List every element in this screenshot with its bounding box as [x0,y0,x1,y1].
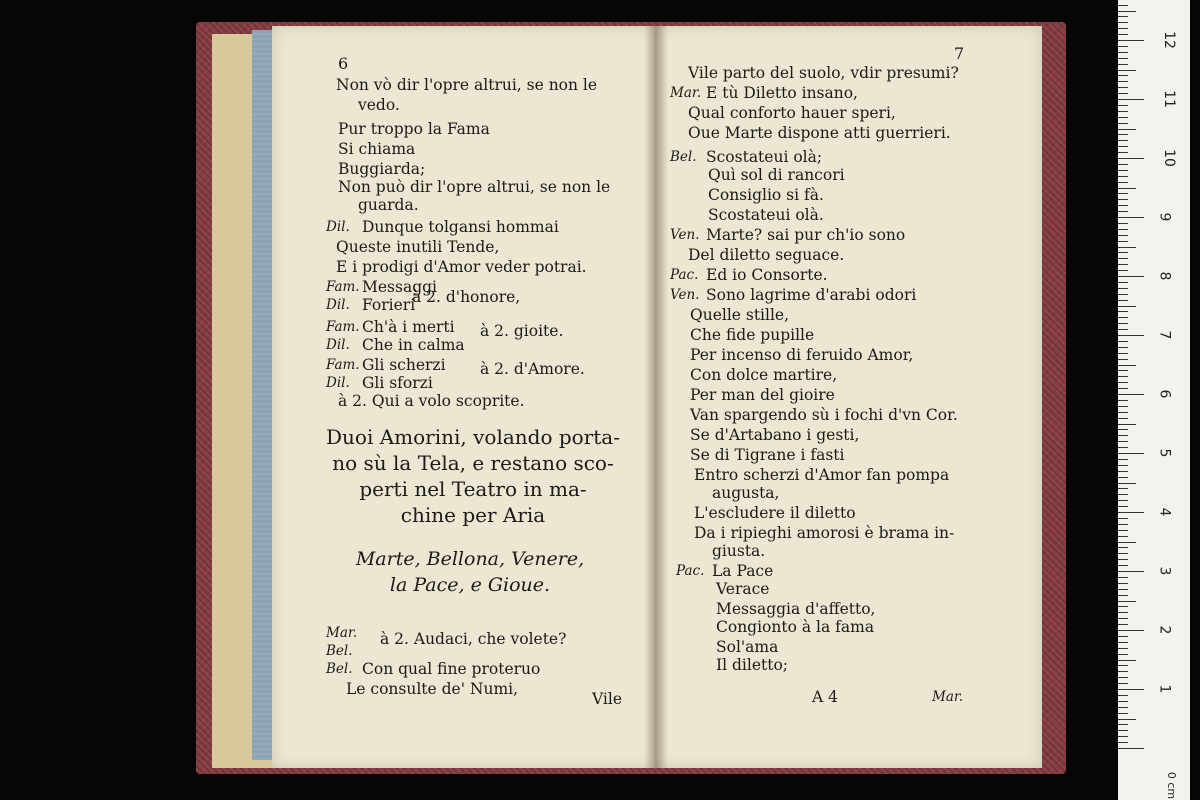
verse-line: Qual conforto hauer speri, [688,104,896,122]
ruler-tick [1118,382,1128,383]
ruler-tick [1118,64,1128,65]
ruler-tick [1118,388,1128,389]
ruler-tick [1118,5,1128,6]
speaker-label: Mar. [326,625,358,641]
ruler-tick [1118,176,1128,177]
verse-line: Del diletto seguace. [688,246,845,264]
ruler-tick [1118,11,1136,12]
ruler-tick [1118,424,1136,425]
verse-line: E i prodigi d'Amor veder potrai. [336,258,587,276]
ruler-tick [1118,223,1128,224]
ruler-tick [1118,506,1128,507]
verse-line: à 2. gioite. [480,322,564,340]
verse-line: Quì sol di rancori [708,166,845,184]
ruler-tick [1118,677,1128,678]
ruler-tick [1118,311,1128,312]
speaker-label: Ven. [670,227,700,243]
ruler-tick [1118,418,1128,419]
speaker-label: Ven. [670,287,700,303]
ruler-tick [1118,524,1128,525]
ruler-tick [1118,129,1136,130]
verse-line: Con dolce martire, [690,366,838,384]
ruler-tick [1118,406,1128,407]
ruler-tick [1118,630,1144,631]
verse-line: Pur troppo la Fama [338,120,490,138]
verse-line: Si chiama [338,140,416,158]
ruler-tick [1118,565,1128,566]
ruler-number: 8 [1156,271,1173,281]
ruler-tick [1118,46,1128,47]
ruler-tick [1118,660,1136,661]
ruler-tick [1118,376,1128,377]
ruler-tick [1118,441,1128,442]
verse-line: à 2. d'honore, [412,288,521,306]
ruler-tick [1118,16,1128,17]
ruler-tick [1118,87,1128,88]
ruler-tick [1118,70,1136,71]
ruler-tick [1118,695,1128,696]
verse-line: La Pace [712,562,774,580]
speaker-label: Bel. [326,661,353,677]
ruler-unit: 0 cm [1165,771,1179,800]
ruler-tick [1118,164,1128,165]
ruler-number: 10 [1160,149,1177,167]
verse-line: E tù Diletto insano, [706,84,858,102]
book-gutter [644,26,668,768]
ruler-tick [1118,188,1136,189]
ruler-tick [1118,465,1128,466]
speaker-label: Fam. [326,279,360,295]
ruler-tick [1118,111,1128,112]
ruler-tick [1118,447,1128,448]
right-catchword: Mar. [932,689,964,705]
verse-line: Per man del gioire [690,386,835,404]
ruler-tick [1118,52,1128,53]
measurement-ruler [1118,0,1190,800]
ruler-tick [1118,134,1128,135]
ruler-tick [1118,542,1136,543]
ruler-tick [1118,742,1128,743]
speaker-label: Fam. [326,319,360,335]
ruler-tick [1118,353,1128,354]
verse-line: à 2. Qui a volo scoprite. [338,392,525,410]
verse-line: Buggiarda; [338,160,426,178]
ruler-tick [1118,182,1128,183]
heading-line: no sù la Tela, e restano sco- [332,451,614,475]
ruler-tick [1118,252,1128,253]
ruler-tick [1118,453,1144,454]
ruler-tick [1118,81,1128,82]
ruler-tick [1118,730,1128,731]
speaker-label: Fam. [326,357,360,373]
ruler-tick [1118,247,1136,248]
ruler-tick [1118,459,1128,460]
ruler-tick [1118,400,1128,401]
verse-line: à 2. d'Amore. [480,360,585,378]
ruler-tick [1118,606,1128,607]
ruler-tick [1118,105,1128,106]
ruler-tick [1118,488,1128,489]
verse-line: Messaggi [362,278,437,296]
ruler-tick [1118,146,1128,147]
speaker-label: Dil. [326,337,350,353]
verse-line: L'escludere il diletto [694,504,856,522]
ruler-tick [1118,40,1144,41]
ruler-number: 3 [1156,566,1173,576]
ruler-tick [1118,359,1128,360]
ruler-tick [1118,530,1128,531]
verse-line: Quelle stille, [690,306,790,324]
ruler-tick [1118,435,1128,436]
speaker-label: Dil. [326,219,350,235]
ruler-tick [1118,306,1136,307]
signature-mark: A 4 [812,688,838,706]
ruler-tick [1118,170,1128,171]
verse-line: Scostateui olà; [706,148,823,166]
ruler-number: 7 [1156,330,1173,340]
verse-line: Non vò dir l'opre altrui, se non le [336,76,598,94]
ruler-tick [1118,75,1128,76]
ruler-tick [1118,205,1128,206]
cast-list [320,546,620,598]
speaker-label: Dil. [326,297,350,313]
ruler-number: 5 [1156,448,1173,458]
ruler-number: 6 [1156,389,1173,399]
verse-line: Messaggia d'affetto, [716,600,876,618]
cast-line: la Pace, e Gioue. [389,574,551,596]
ruler-tick [1118,288,1128,289]
ruler-tick [1118,158,1144,159]
ruler-tick [1118,199,1128,200]
verse-line: Che fide pupille [690,326,815,344]
ruler-tick [1118,235,1128,236]
speaker-label: Dil. [326,375,350,391]
ruler-tick [1118,329,1128,330]
ruler-tick [1118,317,1128,318]
verse-line: Non può dir l'opre altrui, se non le [338,178,611,196]
verse-line: Consiglio si fà. [708,186,824,204]
ruler-tick [1118,683,1128,684]
ruler-tick [1118,152,1128,153]
ruler-number: 12 [1160,31,1177,49]
ruler-tick [1118,494,1128,495]
verse-line: Ch'à i merti [362,318,455,336]
ruler-tick [1118,140,1128,141]
verse-line: Con qual fine proteruo [362,660,541,678]
ruler-tick [1118,583,1128,584]
verse-line: Oue Marte dispone atti guerrieri. [688,124,951,142]
ruler-tick [1118,483,1136,484]
verse-line: guarda. [358,196,419,214]
ruler-tick [1118,365,1136,366]
ruler-tick [1118,347,1128,348]
ruler-tick [1118,117,1128,118]
ruler-tick [1118,394,1144,395]
speaker-label: Bel. [670,149,697,165]
verse-line: Il diletto; [716,656,789,674]
speaker-label: Bel. [326,643,353,659]
verse-line: Marte? sai pur ch'io sono [706,226,906,244]
ruler-tick [1118,471,1128,472]
left-catchword: Vile [592,690,623,708]
verse-line: Entro scherzi d'Amor fan pompa [694,466,950,484]
ruler-number: 2 [1156,625,1173,635]
verse-line: Per incenso di feruido Amor, [690,346,914,364]
ruler-tick [1118,22,1128,23]
ruler-tick [1118,217,1144,218]
verse-line: Ed io Consorte. [706,266,828,284]
ruler-tick [1118,618,1128,619]
ruler-tick [1118,294,1128,295]
ruler-tick [1118,211,1128,212]
ruler-tick [1118,577,1128,578]
verse-line: vedo. [358,96,400,114]
ruler-tick [1118,193,1128,194]
ruler-tick [1118,571,1144,572]
ruler-tick [1118,707,1128,708]
verse-line: augusta, [712,484,780,502]
ruler-tick [1118,335,1144,336]
ruler-tick [1118,518,1128,519]
verse-line: Sono lagrime d'arabi odori [706,286,917,304]
ruler-tick [1118,624,1128,625]
heading-line: perti nel Teatro in ma- [359,477,587,501]
verse-line: à 2. Audaci, che volete? [380,630,567,648]
left-page-number: 6 [338,54,349,73]
verse-line: Dunque tolgansi hommai [362,218,559,236]
ruler-tick [1118,589,1128,590]
ruler-tick [1118,429,1128,430]
ruler-tick [1118,341,1128,342]
ruler-tick [1118,270,1128,271]
speaker-label: Mar. [670,85,702,101]
ruler-tick [1118,654,1128,655]
ruler-number: 1 [1156,684,1173,694]
verse-line: Sol'ama [716,638,779,656]
verse-line: Vile parto del suolo, vdir presumi? [688,64,959,82]
verse-line: Gli sforzi [362,374,433,392]
ruler-tick [1118,665,1128,666]
ruler-number: 11 [1160,90,1177,108]
ruler-tick [1118,642,1128,643]
ruler-tick [1118,536,1128,537]
ruler-tick [1118,601,1136,602]
ruler-tick [1118,736,1128,737]
right-page-number: 7 [954,44,965,63]
ruler-tick [1118,595,1128,596]
verse-line: Van spargendo sù i fochi d'vn Cor. [690,406,958,424]
ruler-number: 4 [1156,507,1173,517]
ruler-tick [1118,713,1128,714]
ruler-tick [1118,500,1128,501]
ruler-tick [1118,512,1144,513]
ruler-tick [1118,34,1128,35]
ruler-tick [1118,258,1128,259]
ruler-tick [1118,370,1128,371]
stage-direction-heading [310,424,636,528]
verse-line: Le consulte de' Numi, [346,680,519,698]
ruler-tick [1118,99,1144,100]
verse-line: Gli scherzi [362,356,446,374]
ruler-tick [1118,229,1128,230]
heading-line: chine per Aria [400,503,546,527]
ruler-tick [1118,547,1128,548]
ruler-tick [1118,323,1128,324]
ruler-tick [1118,689,1144,690]
verse-line: giusta. [712,542,766,560]
ruler-tick [1118,412,1128,413]
verse-line: Scostateui olà. [708,206,824,224]
ruler-tick [1118,636,1128,637]
verse-line: Se di Tigrane i fasti [690,446,845,464]
speaker-label: Pac. [670,267,699,283]
ruler-number: 9 [1156,212,1173,222]
ruler-tick [1118,241,1128,242]
ruler-tick [1118,282,1128,283]
ruler-tick [1118,264,1128,265]
ruler-tick [1118,671,1128,672]
ruler-tick [1118,559,1128,560]
speaker-label: Pac. [676,563,705,579]
cast-line: Marte, Bellona, Venere, [355,548,585,570]
ruler-tick [1118,123,1128,124]
ruler-tick [1118,477,1128,478]
ruler-tick [1118,724,1128,725]
verse-line: Da i ripieghi amorosi è brama in- [694,524,955,542]
ruler-tick [1118,28,1128,29]
ruler-tick [1118,648,1128,649]
verse-line: Congionto à la fama [716,618,875,636]
ruler-tick [1118,58,1128,59]
ruler-tick [1118,701,1128,702]
ruler-tick [1118,612,1128,613]
ruler-tick [1118,748,1144,749]
ruler-tick [1118,276,1144,277]
verse-line: Se d'Artabano i gesti, [690,426,860,444]
verse-line: Verace [716,580,770,598]
ruler-tick [1118,93,1128,94]
ruler-tick [1118,719,1136,720]
verse-line: Queste inutili Tende, [336,238,500,256]
ruler-tick [1118,553,1128,554]
heading-line: Duoi Amorini, volando porta- [326,425,620,449]
verse-line: Che in calma [362,336,465,354]
ruler-tick [1118,300,1128,301]
verse-line: Forieri [362,296,416,314]
